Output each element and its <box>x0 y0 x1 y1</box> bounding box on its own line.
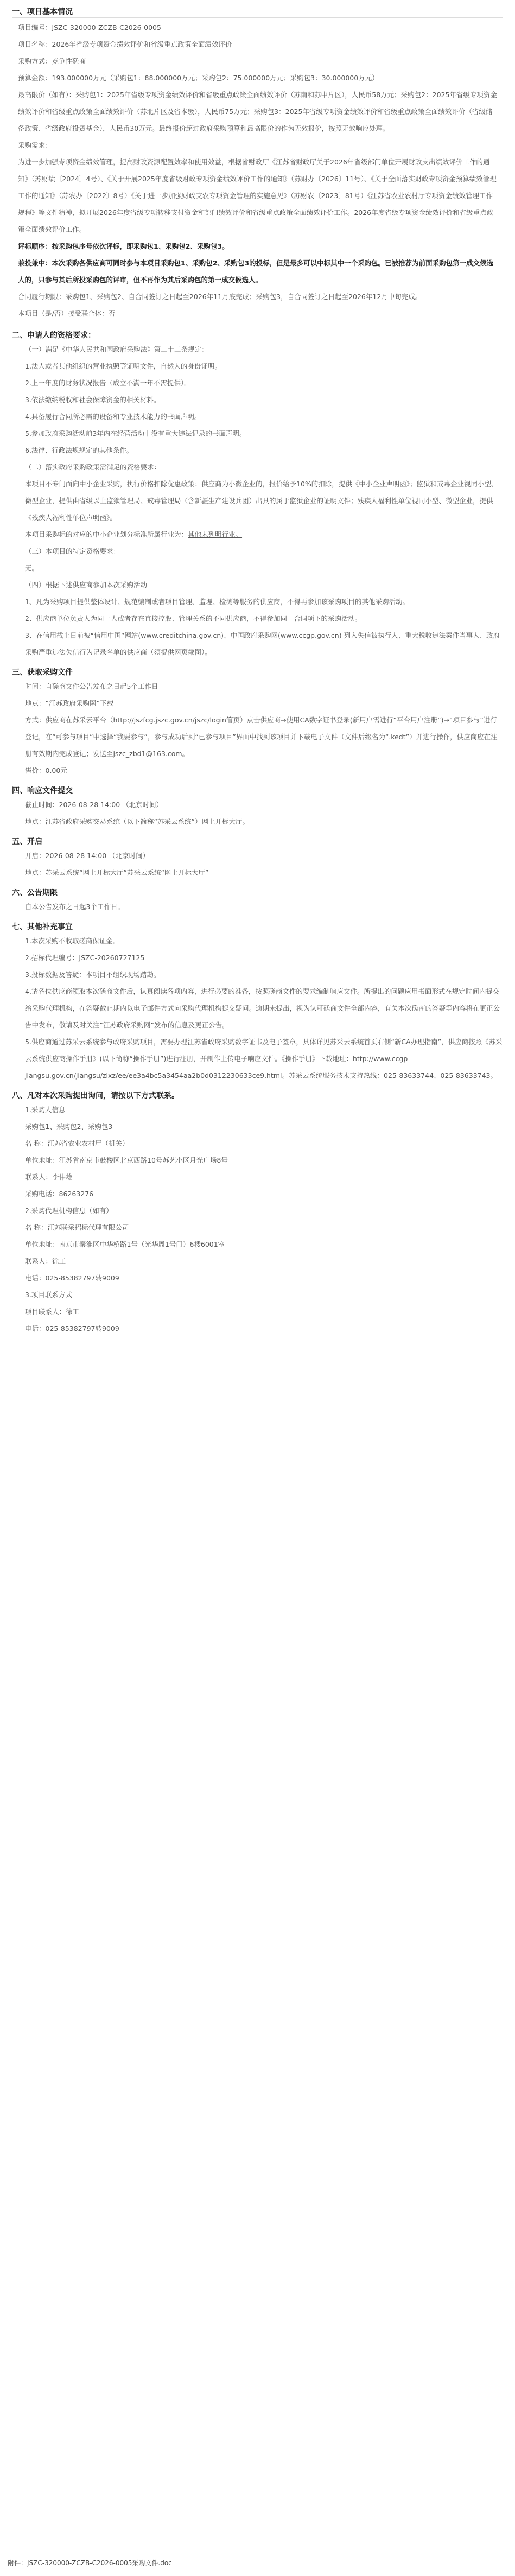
joint-venture: 本项目（是/否）接受联合体：否 <box>18 309 116 318</box>
agency-title: 2.采购代理机构信息（如有） <box>25 1207 113 1215</box>
announcement-body <box>12 7 503 1337</box>
qual-a-item: 2.上一年度的财务状况报告（成立不满一年不需提供）。 <box>25 379 191 387</box>
doc-price: 售价：0.00元 <box>25 766 67 775</box>
qualification-content <box>12 341 503 661</box>
qual-a-item: 6.法律、行政法规规定的其他条件。 <box>25 446 133 454</box>
obtain-time: 时间：自磋商文件公告发布之日起5个工作日 <box>25 682 158 690</box>
purchaser-name: 名 称：江苏省农业农村厅（机关） <box>25 1139 129 1147</box>
qual-c-text: 无。 <box>25 564 39 572</box>
section-1-title: 一、项目基本情况 <box>12 8 73 16</box>
supplement-item: 5.供应商通过苏采云系统参与政府采购项目，需要办理江苏省政府采购数字证书及电子签章，具体详见苏采云系统首页右侧“新CA办理指南”，供应商按照《苏采云系统供应商操作手册》(以下简称“操作手册”)进行注册，并制作上传电子响应文件。《操作手册》下载地址：http://www.ccgp-jiangsu.gov.cn/jiangsu/zlxz/ee/ee3a4bc5a3454aa2b0d0312230633ce9.html。苏采云系统服务技术支持热线：025-83633744、025-83633743。 <box>25 1038 503 1080</box>
project-contact-title: 3.项目联系方式 <box>25 1291 72 1299</box>
supplement-item: 2.招标代理编号：JSZC-20260727125 <box>25 954 145 962</box>
requirement-title: 采购需求： <box>18 141 52 149</box>
purchaser-title: 1.采购人信息 <box>25 1106 66 1114</box>
section-6-title: 六、公告期限 <box>12 889 58 897</box>
submission-deadline: 截止时间：2026-08-28 14:00 （北京时间） <box>25 801 163 809</box>
attachment-label: 附件： <box>8 2559 28 2567</box>
qual-a-item: 4.具备履行合同所必需的设备和专业技术能力的书面声明。 <box>25 413 201 421</box>
qual-d-item: 2、供应商单位负责人为同一人或者存在直接控股、管理关系的不同供应商，不得参加同一合同项下的采购活动。 <box>25 614 362 623</box>
purchaser-packages: 采购包1、采购包2、采购包3 <box>25 1122 113 1131</box>
industry-value: 其他未列明行业。 <box>188 530 243 538</box>
attachment-row <box>8 2558 172 2568</box>
purchaser-phone: 采购电话：86263276 <box>25 1190 94 1198</box>
obtain-way: 方式：供应商在苏采云平台（http://jszfcg.jszc.gov.cn/jszc/login管页）点击供应商→使用CA数字证书登录(新用户需进行“平台用户注册”)→“项目参与”进行登记，在“可参与项目”中选择“我要参与”，参与成功后到“已参与项目”界面中找到该项目并下载电子文件（文件后缀名为“.kedt”）并进行操作，供应商应在注册有效期内完成登记；发送至jszc_zbd1@163.com。 <box>25 716 498 758</box>
qual-d-title: （四）根据下述供应商参加本次采购活动 <box>25 581 148 589</box>
supplement-item: 1.本次采购不收取磋商保证金。 <box>25 937 120 945</box>
qual-a-item: 1.法人或者其他组织的营业执照等证明文件，自然人的身份证明。 <box>25 362 221 370</box>
agency-phone: 电话：025-85382797转9009 <box>25 1274 119 1282</box>
project-contact-phone: 电话：025-85382797转9009 <box>25 1324 119 1333</box>
section-2-title: 二、申请人的资格要求： <box>12 331 96 340</box>
qual-b-text: 本项目不专门面向中小企业采购，执行价格扣除优惠政策；供应商为小微企业的，报价给予10%的扣除，提供《中小企业声明函》；监狱和戒毒企业视同小型、微型企业，提供由省级以上监狱管理局、戒毒管理局（含新疆生产建设兵团）出具的属于监狱企业的证明文件；残疾人福利性单位视同小型、微型企业，提供《残疾人福利性单位声明函》。 <box>25 480 498 522</box>
agency-name: 名 称：江苏联采招标代理有限公司 <box>25 1223 129 1232</box>
supplement-item: 3.投标数据及答疑：本项目不组织现场踏勘。 <box>25 970 161 979</box>
qual-b-title: （二）落实政府采购政策需满足的资格要求： <box>25 463 161 471</box>
project-info-box <box>12 17 503 323</box>
project-number: 项目编号：JSZC-320000-ZCZB-C2026-0005 <box>18 23 161 31</box>
qual-d-item: 1、凡为采购项目提供整体设计、规范编制或者项目管理、监理、检测等服务的供应商，不得再参加该采购项目的其他采购活动。 <box>25 598 409 606</box>
opening-time: 开启：2026-08-28 14:00 （北京时间） <box>25 852 150 860</box>
opening-content <box>12 847 503 881</box>
requirement-text: 为进一步加强专项资金绩效管理，提高财政资源配置效率和使用效益，根据省财政厅《江苏省财政厅关于2026年省级部门单位开展财政支出绩效评价工作的通知》（苏财绩〔2024〕4号）、《关于开展2025年度省级财政专项资金绩效评价工作的通知》（苏财办〔2026〕11号）、《关于全面落实财政专项资金预算绩效管理工作的通知》（苏农办〔2022〕8号）《关于进一步加强财政支农专项资金管理的实施意见》（苏财农〔2023〕81号）《江苏省农业农村厅专项资金绩效管理工作规程》等文件精神，拟开展2026年度省级专项转移支付资金和部门绩效评价和省级重点政策全面绩效评价工作。2026年度省级专项资金绩效评价和省级重点政策全面绩效评价工作。 <box>18 158 497 233</box>
agency-contact: 联系人：徐工 <box>25 1257 66 1265</box>
section-4-title: 四、响应文件提交 <box>12 786 73 795</box>
submission-place: 地点：江苏省政府采购交易系统（以下简称“苏采云系统”）网上开标大厅。 <box>25 817 249 826</box>
supplement-content <box>12 932 503 1084</box>
notice-period: 自本公告发布之日起3个工作日。 <box>25 903 124 911</box>
qual-d-item: 3、在信用截止日前被“信用中国”网站(www.creditchina.gov.cn)、中国政府采购网(www.ccgp.gov.cn) 列入失信被执行人、重大税收违法案件当事人、政府采购严重违法失信行为记录名单的供应商（须提供网页截图）。 <box>25 631 500 656</box>
notice-period-content <box>12 898 503 915</box>
contact-content <box>12 1101 503 1337</box>
section-7-title: 七、其他补充事宜 <box>12 923 73 931</box>
section-8-title: 八、凡对本次采购提出询问，请按以下方式联系。 <box>12 1092 179 1100</box>
submission-content <box>12 796 503 830</box>
section-5-title: 五、开启 <box>12 837 42 846</box>
agency-address: 单位地址：南京市秦淮区中华桥路1号（光华周1号门）6楼6001室 <box>25 1240 225 1248</box>
project-contact-person: 项目联系人：徐工 <box>25 1308 80 1316</box>
evaluation-order: 评标顺序：按采购包序号依次评标，即采购包1、采购包2、采购包3。 <box>18 242 229 250</box>
supplement-item: 4.请各位供应商领取本次磋商文件后，认真阅读各项内容，进行必要的准备，按照磋商文件的要求编制响应文件。所提出的问题应用书面形式在规定时间内提交给采购代理机构，在答疑截止期内以电子邮件方式向采购代理机构提交疑问。逾期未提出，视为认可磋商文件全部内容，有关本次磋商的答疑等内容将在更正公告中发布，敬请及时关注“江苏政府采购网”发布的信息及更正公告。 <box>25 987 500 1029</box>
qual-a-item: 3.依法缴纳税收和社会保障资金的相关材料。 <box>25 396 161 404</box>
max-price: 最高限价（如有）：采购包1：2025年省级专项资金绩效评价和省级重点政策全面绩效评价（苏南和苏中片区），人民币58万元；采购包2：2025年省级专项资金绩效评价和省级重点政策全面绩效评价（苏北片区及省本级），人民币75万元；采购包3：2025年省级专项资金绩效评价和省级重点政策全面绩效评价（省级储备政策、省级政府投资基金），人民币30万元。最终报价超过政府采购预算和最高限价的作为无效报价，按照无效响应处理。 <box>18 91 497 132</box>
qual-b-industry <box>25 526 503 543</box>
opening-place: 地点：苏采云系统“网上开标大厅”苏采云系统“网上开标大厅” <box>25 868 209 877</box>
purchaser-contact: 联系人：李伟雄 <box>25 1173 73 1181</box>
budget-amount: 预算金额：193.000000万元（采购包1：88.000000万元；采购包2：75.000000万元；采购包3：30.000000万元） <box>18 74 379 82</box>
section-3-title: 三、获取采购文件 <box>12 668 73 677</box>
qual-a-item: 5.参加政府采购活动前3年内在经营活动中没有重大违法记录的书面声明。 <box>25 429 246 437</box>
purchaser-address: 单位地址：江苏省南京市鼓楼区北京西路10号苏艺小区月光广场8号 <box>25 1156 228 1164</box>
project-name: 项目名称：2026年省级专项资金绩效评价和省级重点政策全面绩效评价 <box>18 40 232 48</box>
procurement-method: 采购方式：竞争性磋商 <box>18 57 86 65</box>
industry-label: 本项目采购标的对应的中小企业划分标准所属行业为： <box>25 530 188 538</box>
attachment-link[interactable]: JSZC-320000-ZCZB-C2026-0005采购文件.doc <box>27 2559 172 2567</box>
obtain-docs-content <box>12 678 503 779</box>
qual-c-title: （三）本项目的特定资格要求： <box>25 547 120 555</box>
obtain-place: 地点：“江苏政府采购网”下载 <box>25 699 113 707</box>
bid-rule: 兼投兼中：本次采购各供应商可同时参与本项目采购包1、采购包2、采购包3的投标，但是最多可以中标其中一个采购包。已被推荐为前面采购包第一成交候选人的，只参与其后所投采购包的评审，但不再作为其后采购包的第一成交候选人。 <box>18 259 494 284</box>
contract-term: 合同履行期限：采购包1、采购包2、自合同签订之日起至2026年11月底完成；采购包3，自合同签订之日起至2026年12月中旬完成。 <box>18 293 422 301</box>
qual-a-title: （一）满足《中华人民共和国政府采购法》第二十二条规定： <box>25 345 208 353</box>
